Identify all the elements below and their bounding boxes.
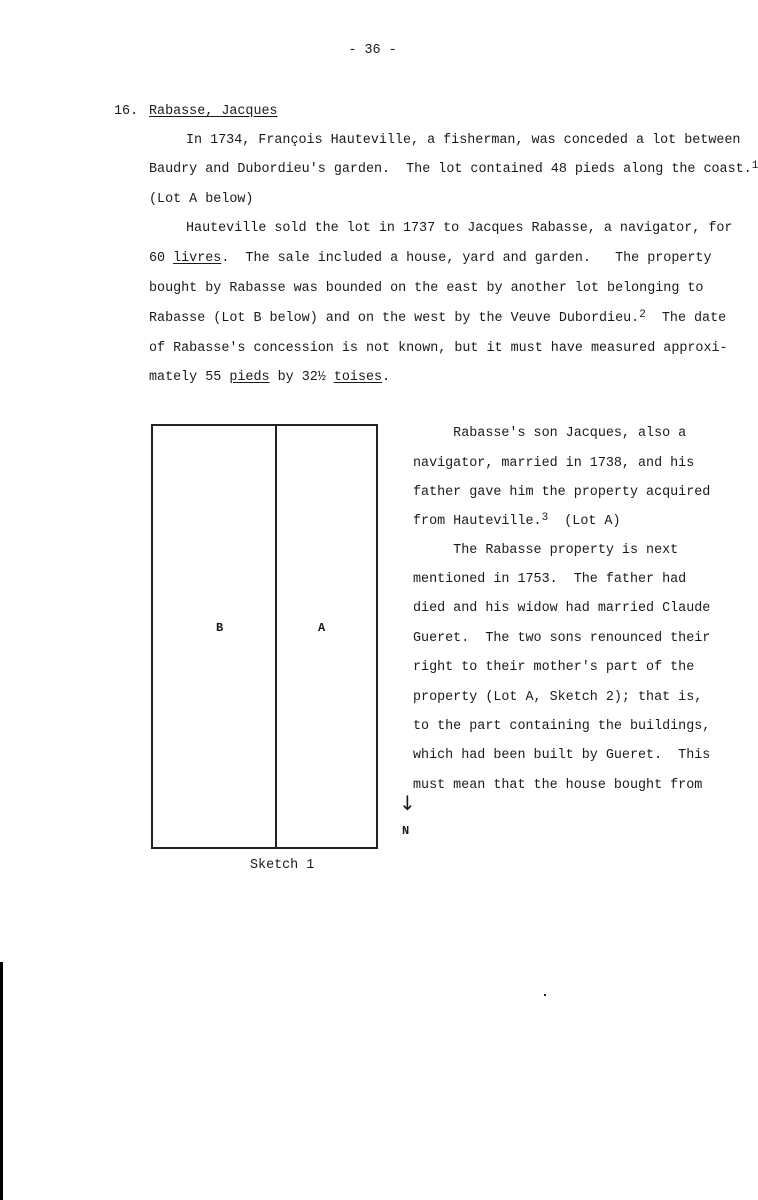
side-line-6: mentioned in 1753. The father had — [413, 572, 687, 587]
side-line-11: to the part containing the buildings, — [413, 719, 711, 734]
scan-speck — [544, 994, 546, 996]
lot-divider — [275, 426, 277, 847]
page-number: - 36 - — [348, 43, 397, 58]
para1-line2-text: Baudry and Dubordieu's garden. The lot contained 48 pieds along the coast. — [149, 162, 752, 177]
north-arrow-icon: ↓ — [399, 791, 416, 815]
side-line-5: The Rabasse property is next — [413, 543, 679, 558]
para2-line5: of Rabasse's concession is not known, but it must have measured approxi- — [149, 341, 728, 356]
para2-line6 — [149, 370, 390, 386]
side-line-12: which had been built by Gueret. This — [413, 748, 711, 763]
para2-line6-pre: mately 55 — [149, 370, 230, 385]
north-label: N — [402, 824, 410, 838]
lot-b-label: B — [216, 621, 224, 635]
side-line-1: Rabasse's son Jacques, also a — [413, 426, 687, 441]
term-livres: livres — [173, 251, 222, 266]
sketch-1-diagram — [151, 424, 378, 849]
footnote-3: 3 — [541, 512, 549, 524]
side-line-8: Gueret. The two sons renounced their — [413, 631, 711, 646]
para2-line4-post: The date — [645, 311, 727, 326]
side-line-3: father gave him the property acquired — [413, 485, 711, 500]
term-pieds: pieds — [229, 370, 270, 385]
para2-line3: bought by Rabasse was bounded on the east by another lot belonging to — [149, 281, 704, 296]
para2-line2-pre: 60 — [149, 251, 174, 266]
para2-line2 — [149, 251, 712, 267]
section-title: Rabasse, Jacques — [149, 104, 278, 119]
para1-line2 — [149, 162, 758, 178]
para2-line4 — [149, 311, 726, 327]
para2-line4-text: Rabasse (Lot B below) and on the west by the Veuve Dubordieu. — [149, 311, 640, 326]
side-line-4-post: (Lot A) — [548, 514, 621, 529]
para2-line1: Hauteville sold the lot in 1737 to Jacques Rabasse, a navigator, for — [186, 221, 733, 236]
para1-line1: In 1734, François Hauteville, a fisherman, was conceded a lot between — [186, 133, 741, 148]
side-line-7: died and his widow had married Claude — [413, 601, 711, 616]
footnote-2: 2 — [639, 309, 646, 321]
side-line-9: right to their mother's part of the — [413, 660, 695, 675]
side-line-4 — [413, 514, 621, 530]
lot-a-label: A — [318, 621, 326, 635]
section-number: 16. — [114, 104, 139, 119]
para1-line3: (Lot A below) — [149, 192, 254, 207]
side-line-13: must mean that the house bought from — [413, 778, 703, 793]
side-line-4-text: from Hauteville. — [413, 514, 542, 529]
side-line-10: property (Lot A, Sketch 2); that is, — [413, 690, 703, 705]
footnote-1: 1 — [751, 160, 758, 172]
para2-line6-post: . — [382, 370, 391, 385]
para2-line6-mid: by 32½ — [269, 370, 334, 385]
para2-line2-post: . The sale included a house, yard and garden. The property — [221, 251, 712, 266]
term-toises: toises — [333, 370, 383, 385]
scan-edge-mark — [0, 962, 3, 1200]
sketch-caption: Sketch 1 — [250, 858, 315, 873]
side-line-2: navigator, married in 1738, and his — [413, 456, 695, 471]
